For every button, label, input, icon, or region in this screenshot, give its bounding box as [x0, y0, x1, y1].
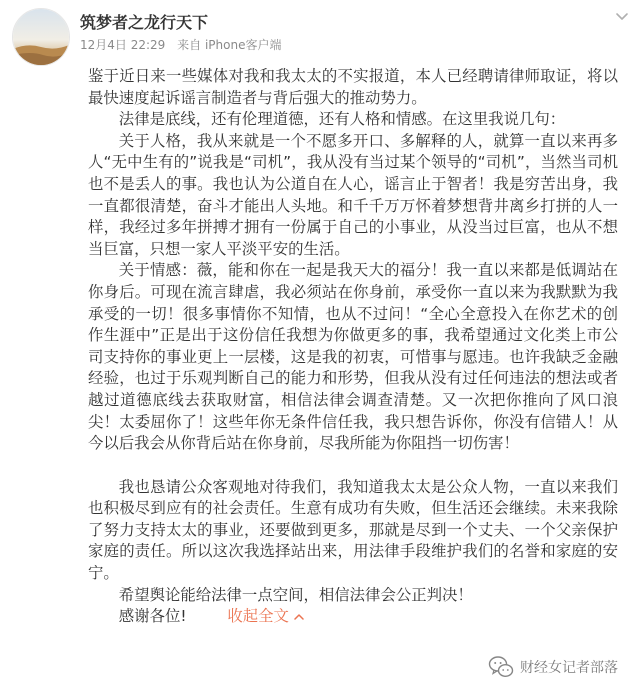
post-paragraph: 法律是底线，还有伦理道德，还有人格和情感。在这里我说几句： [118, 110, 566, 129]
collapse-button[interactable] [197, 606, 304, 628]
post-closing-line [88, 606, 618, 628]
chevron-up-icon [294, 612, 304, 622]
collapse-label: 收起全文 [227, 607, 289, 626]
post-meta [80, 36, 289, 53]
post-content [88, 66, 618, 628]
paragraph-gap [88, 455, 618, 477]
post-timestamp[interactable]: 12月4日 22:29 [80, 38, 166, 52]
watermark-text: 财经女记者部落 [520, 660, 618, 676]
post-source: 来自 iPhone客户端 [177, 38, 282, 52]
post-closing: 感谢各位! [118, 607, 187, 626]
post-paragraph: 鉴于近日来一些媒体对我和我太太的不实报道，本人已经聘请律师取证，将以最快速度起诉谣言制造者与背后强大的推动势力。 [88, 67, 618, 107]
avatar[interactable] [12, 8, 70, 66]
post-paragraph: 关于人格，我从来就是一个不愿多开口、多解释的人，就算一直以来再多人“无中生有的”说我是“司机”，我从没有当过某个领导的“司机”，当然当司机也不是丢人的事。我也认为公道自在人心，谣言止于智者！我是穷苦出身，我一直都很清楚，奋斗才能出人头地。和千千万万怀着梦想背井离乡打拼的人一样，我经过多年拼搏才拥有一份属于自己的小事业，从没当过巨富，也从不想当巨富，只想一家人平淡平安的生活。 [88, 131, 618, 258]
wechat-icon [488, 654, 514, 680]
chevron-down-icon[interactable] [614, 8, 630, 24]
post-paragraph: 我也恳请公众客观地对待我们，我知道我太太是公众人物，一直以来我们也积极尽到应有的社会责任。生意有成功有失败，但生活还会继续。未来我除了努力支持太太的事业，还要做到更多，那就是尽到一个丈夫、一个父亲保护家庭的责任。所以这次我选择站出来，用法律手段维护我们的名誉和家庭的安宁。 [88, 477, 618, 583]
author-name[interactable]: 筑梦者之龙行天下 [80, 13, 209, 32]
watermark [488, 654, 618, 680]
post-paragraph: 希望舆论能给法律一点空间，相信法律会公正判决！ [118, 585, 473, 604]
post-paragraph: 关于情感：薇，能和你在一起是我天大的福分！我一直以来都是低调站在你身后。可现在流言肆虐，我必须站在你身前，承受你一直以来为我默默为我承受的一切！很多事情你不知情，也从不过问！“全心全意投入在你艺术的创作生涯中”正是出于这份信任我想为你做更多的事，我希望通过文化类上市公司支持你的事业更上一层楼，这是我的初衷，可惜事与愿违。也许我缺乏金融经验，也过于乐观判断自己的能力和形势，但我从没有过任何违法的想法或者越过道德底线去获取财富，相信法律会调查清楚。又一次把你推向了风口浪尖！太委屈你了！这些年你无条件信任我，我只想告诉你，你没有信错人！从今以后我会从你背后站在你身前，尽我所能为你阻挡一切伤害！ [88, 261, 618, 453]
